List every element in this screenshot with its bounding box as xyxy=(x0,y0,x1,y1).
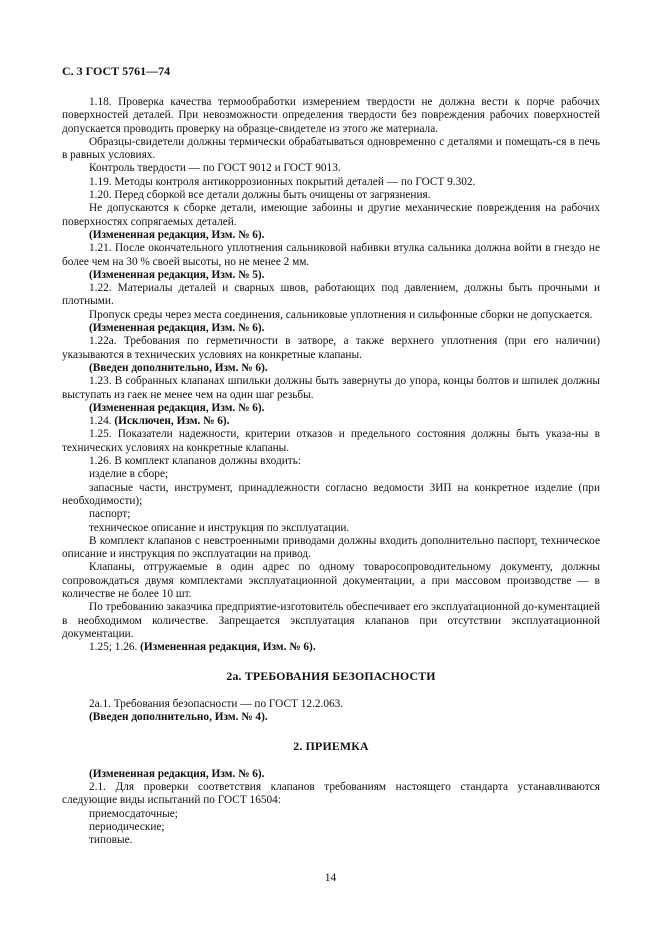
paragraph xyxy=(62,522,600,535)
paragraph xyxy=(62,482,600,509)
paragraph xyxy=(62,561,600,601)
amendment-note: (Введен дополнительно, Изм. № 4). xyxy=(89,711,268,724)
amendment-note: (Измененная редакция, Изм. № 6). xyxy=(89,322,265,335)
paragraph-text: 1.22. Материалы деталей и сварных швов, работающих под давлением, должны быть прочными и плотными. xyxy=(62,282,600,308)
paragraph-text: Пропуск среды через места соединения, сальниковые уплотнения и сильфонные сборки не допускается. xyxy=(89,308,593,321)
paragraph-text: 1.24. xyxy=(89,415,115,428)
heading-text: 2а. ТРЕБОВАНИЯ БЕЗОПАСНОСТИ xyxy=(226,669,436,684)
paragraph xyxy=(62,322,600,335)
paragraph-text: периодические; xyxy=(89,820,165,833)
paragraph xyxy=(62,535,600,562)
paragraph-text: запасные части, инструмент, принадлежности согласно ведомости ЗИП на конкретное изделие (при необходимости); xyxy=(62,481,600,507)
paragraph xyxy=(62,768,600,781)
paragraph-text: паспорт; xyxy=(89,508,131,521)
paragraph-text: 1.21. После окончательного уплотнения сальниковой набивки втулка сальника должна войти в гнездо не более чем на 30 % своей высоты, но не менее 2 мм. xyxy=(62,242,600,268)
section-heading xyxy=(62,740,600,753)
page-header: С. 3 ГОСТ 5761—74 xyxy=(62,64,171,78)
amendment-note: (Введен дополнительно, Изм. № 6). xyxy=(89,361,268,374)
paragraph xyxy=(62,269,600,282)
heading-text: 2. ПРИЕМКА xyxy=(293,739,369,754)
paragraph xyxy=(62,781,600,808)
paragraph xyxy=(62,282,600,309)
paragraph xyxy=(62,362,600,375)
paragraph-text: 1.25. Показатели надежности, критерии отказов и предельного состояния должны быть указа-ны в технических условиях на конкретные клапаны. xyxy=(62,428,600,454)
paragraph xyxy=(62,136,600,163)
paragraph-text: 1.20. Перед сборкой все детали должны быть очищены от загрязнения. xyxy=(89,189,431,202)
paragraph-text: 1.26. В комплект клапанов должны входить: xyxy=(89,455,302,468)
paragraph-text: Образцы-свидетели должны термически обрабатываться одновременно с деталями и помещать-ся в печь в равных условиях. xyxy=(62,135,600,162)
paragraph xyxy=(62,335,600,362)
paragraph-text: 1.25; 1.26. xyxy=(89,641,141,654)
document-body xyxy=(62,96,600,847)
paragraph xyxy=(62,808,600,821)
paragraph xyxy=(62,428,600,455)
amendment-note: (Измененная редакция, Изм. № 6). xyxy=(89,401,265,414)
paragraph-text: 1.23. В собранных клапанах шпильки должны быть завернуты до упора, концы болтов и шпилек должны выступать из гаек не менее чем на один шаг резьбы. xyxy=(62,375,600,401)
paragraph xyxy=(62,189,600,202)
amendment-note: (Измененная редакция, Изм. № 5). xyxy=(89,268,265,281)
paragraph-text: техническое описание и инструкция по эксплуатации. xyxy=(89,521,350,534)
paragraph-text: Контроль твердости — по ГОСТ 9012 и ГОСТ 9013. xyxy=(89,162,341,175)
paragraph xyxy=(62,176,600,189)
amendment-note: (Измененная редакция, Изм. № 6). xyxy=(89,228,265,241)
paragraph-text: 2а.1. Требования безопасности — по ГОСТ 12.2.063. xyxy=(89,697,344,710)
paragraph xyxy=(62,202,600,229)
paragraph xyxy=(62,641,600,654)
paragraph xyxy=(62,821,600,834)
paragraph xyxy=(62,601,600,641)
paragraph xyxy=(62,834,600,847)
paragraph-text: В комплект клапанов с невстроенными приводами должны входить дополнительно паспорт, техническое описание и инструкция по эксплуатации на привод. xyxy=(62,534,600,561)
paragraph xyxy=(62,711,600,724)
paragraph-text: 2.1. Для проверки соответствия клапанов требованиям настоящего стандарта устанавливаются следующие виды испытаний по ГОСТ 16504: xyxy=(62,780,600,807)
paragraph-text: Не допускаются к сборке детали, имеющие забоины и другие механические повреждения на рабочих поверхностях сопрягаемых деталей. xyxy=(62,202,600,228)
paragraph-text: изделие в сборе; xyxy=(89,468,169,481)
paragraph xyxy=(62,698,600,711)
paragraph-text: приемосдаточные; xyxy=(89,807,178,820)
paragraph xyxy=(62,402,600,415)
amendment-note: (Исключен, Изм. № 6). xyxy=(114,415,230,428)
paragraph xyxy=(62,508,600,521)
page-number: 14 xyxy=(324,872,337,884)
paragraph xyxy=(62,242,600,269)
paragraph-text: 1.18. Проверка качества термообработки измерением твердости не должна вести к порче рабочих поверхностей деталей. При невозможности определения твердости без повреждения рабочих поверхностей допускается проводить проверку на образце-свидетеле из этого же материала. xyxy=(62,96,600,135)
amendment-note: (Измененная редакция, Изм. № 6). xyxy=(89,767,265,780)
paragraph xyxy=(62,455,600,468)
paragraph-text: Клапаны, отгружаемые в один адрес по одному товаросопроводительному документу, должны сопровождаться двумя комплектами эксплуатационной документации, а при массовом производстве — в количестве не более 10 шт. xyxy=(62,561,600,600)
paragraph xyxy=(62,309,600,322)
paragraph-text: 1.22а. Требования по герметичности в затворе, а также верхнего уплотнения (при его наличии) указываются в технических условиях на конкретные клапаны. xyxy=(62,335,600,361)
paragraph xyxy=(62,162,600,175)
paragraph xyxy=(62,96,600,136)
amendment-note: (Измененная редакция, Изм. № 6). xyxy=(140,641,316,654)
paragraph xyxy=(62,229,600,242)
paragraph-text: По требованию заказчика предприятие-изготовитель обеспечивает его эксплуатационной до-кументацией в необходимом количестве. Запрещается эксплуатация клапанов при отсутствии эксплуатационной документации. xyxy=(62,601,600,640)
section-heading xyxy=(62,670,600,683)
paragraph xyxy=(62,415,600,428)
paragraph-text: 1.19. Методы контроля антикоррозионных покрытий деталей — по ГОСТ 9.302. xyxy=(89,175,476,188)
paragraph-text: типовые. xyxy=(89,834,133,847)
paragraph xyxy=(62,375,600,402)
paragraph xyxy=(62,468,600,481)
